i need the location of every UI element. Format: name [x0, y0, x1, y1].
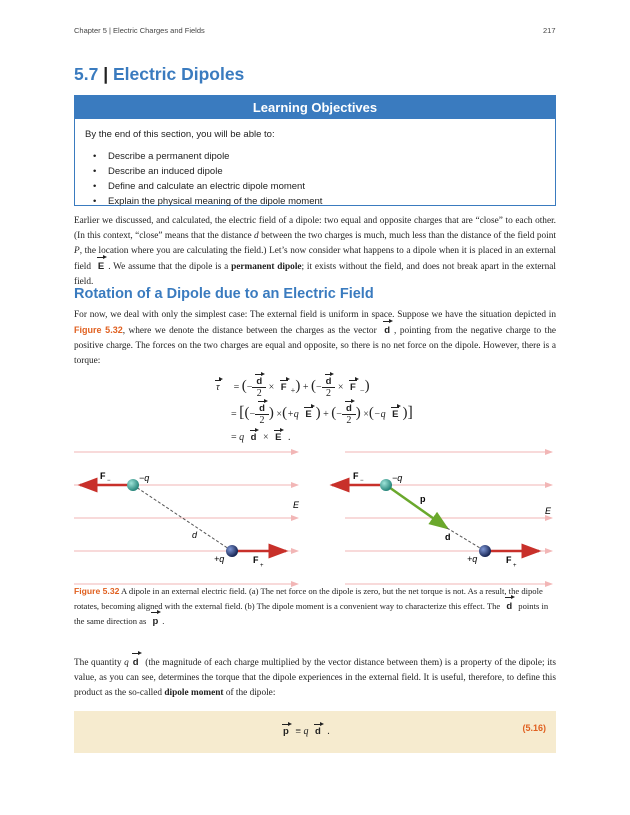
- section-title: Electric Dipoles: [112, 64, 245, 84]
- eq-sym: 2: [252, 387, 266, 399]
- vector-d: d: [252, 376, 266, 387]
- vector-d: d: [247, 432, 261, 443]
- vector-d: d: [342, 403, 356, 414]
- eq-sym: ×: [262, 432, 269, 443]
- figure-caption: [74, 584, 556, 629]
- positive-charge-b: [479, 545, 491, 557]
- text-run: , the location where you are calculating the field.) Let’s now consider what happens to a dipole when it is placed in an external field: [74, 246, 556, 272]
- text-run: (the magnitude of each charge multiplied by the vector distance between them) is a property of the dipole; its value, as you can see, determines the torque that the dipole experiences in the external field. It is useful, therefore, to define this product as the so-called: [74, 658, 556, 698]
- dipole-moment-equation: [279, 726, 330, 737]
- text-run: , where we denote the distance between the charges as the vector: [122, 326, 381, 336]
- label-minus-q-b: −q: [392, 473, 403, 483]
- label-sub: −: [107, 478, 111, 484]
- vector-d: d: [322, 376, 336, 387]
- objective-item: • Explain the physical meaning of the dipole moment: [93, 194, 322, 209]
- equation-box-5-16: [74, 711, 556, 753]
- eq-sym: q: [303, 726, 309, 737]
- text-run: ; it exists without the field, and does not break apart in the external field.: [74, 262, 556, 287]
- text-run: q: [124, 658, 129, 668]
- eq-sym: −: [359, 385, 365, 395]
- term-dipole-moment: dipole moment: [164, 688, 224, 698]
- eq-sym: ≡: [295, 726, 301, 737]
- eq-sym: =: [231, 432, 237, 443]
- eq-sym: 2: [255, 414, 269, 426]
- eq-sym: −q: [373, 408, 386, 420]
- text-run: , pointing from the negative charge to the positive charge. The forces on the two charges are equal and opposite, so there is no net force on the dipole. However, there is a torque:: [74, 326, 557, 366]
- learning-objectives-intro: By the end of this section, you will be able to:: [85, 129, 275, 140]
- text-run: between the two charges is much, much less than the distance of the field point: [258, 231, 556, 241]
- label-plus-q-b: +q: [467, 554, 478, 564]
- eq-sym: ×: [337, 381, 344, 393]
- equation-line-1: τ = (− $\frac{d}{2}$ × F $_+$) + (− $\frac{d}{2}$ × F $_-$): [212, 376, 370, 399]
- vector-F-minus: F: [346, 382, 360, 393]
- eq-sym: =: [231, 408, 237, 420]
- text-run: For now, we deal with only the simplest case: The external field is uniform in space. Suppose we have the situation depicted in: [74, 310, 556, 320]
- objective-item: • Describe a permanent dipole: [93, 149, 322, 164]
- section-separator: |: [103, 64, 109, 84]
- dipole-separation-dashed-b: [447, 528, 485, 551]
- objective-item: • Describe an induced dipole: [93, 164, 322, 179]
- vector-E: E: [271, 432, 285, 443]
- eq-sym: −: [336, 408, 342, 420]
- vector-p: p: [148, 614, 162, 629]
- eq-sym: .: [287, 432, 291, 443]
- label-sub: +: [513, 563, 517, 569]
- eq-sym: 2: [322, 387, 336, 399]
- label-sub: +: [260, 563, 264, 569]
- text-run: d: [254, 231, 259, 241]
- vector-d: d: [129, 655, 143, 670]
- label-d-a: d: [192, 530, 198, 540]
- text-run: points in the same direction as: [74, 601, 549, 626]
- label-F-minus-b: F: [353, 471, 359, 481]
- label-E-b: E: [545, 506, 552, 516]
- eq-sym: ×: [276, 408, 283, 420]
- eq-sym: −: [315, 381, 322, 393]
- vector-tau: τ: [212, 382, 224, 393]
- field-lines-b: [345, 452, 552, 584]
- eq-sym: +: [290, 385, 296, 395]
- vector-d: d: [502, 599, 516, 614]
- equation-number: (5.16): [522, 723, 546, 733]
- quantity-paragraph: [74, 655, 556, 701]
- vector-F-plus: F: [277, 382, 291, 393]
- running-header-chapter: Chapter 5 | Electric Charges and Fields: [74, 26, 205, 35]
- label-minus-q-a: −q: [139, 473, 150, 483]
- field-lines-a: [74, 452, 298, 584]
- term-permanent-dipole: permanent dipole: [231, 262, 302, 272]
- text-run: . We assume that the dipole is a: [108, 262, 232, 272]
- eq-sym: q: [239, 432, 245, 443]
- text-run: .: [162, 616, 165, 626]
- dipole-moment-arrow-b: [386, 485, 447, 528]
- label-sub: −: [360, 478, 364, 484]
- text-run: P: [74, 246, 80, 256]
- eq-sym: ×: [268, 381, 275, 393]
- vector-E: E: [94, 259, 108, 274]
- text-run: Earlier we discussed, and calculated, the electric field of a dipole: two equal and opposite charges that are “close” to each other. (In this context, “close” means that the distance: [74, 216, 556, 241]
- positive-charge-a: [226, 545, 238, 557]
- label-d-b: d: [445, 532, 451, 542]
- objective-item: • Define and calculate an electric dipole moment: [93, 179, 322, 194]
- vector-E: E: [388, 409, 402, 420]
- caption-label: Figure 5.32: [74, 586, 120, 596]
- label-p-b: p: [420, 494, 426, 504]
- label-plus-q-a: +q: [214, 554, 225, 564]
- vector-d: d: [380, 323, 394, 338]
- page-number: 217: [543, 26, 556, 35]
- eq-sym: −: [246, 381, 253, 393]
- text-run: A dipole in an external electric field. (a) The net force on the dipole is zero, but the net torque is not. As a result, the dipole rotates, becoming aligned with the external field. (b) The dipole moment is a convenient way to characterize this effect. The: [74, 586, 543, 611]
- vector-p: p: [279, 726, 293, 737]
- vector-d: d: [255, 403, 269, 414]
- vector-E: E: [301, 409, 315, 420]
- label-E-a: E: [293, 500, 300, 510]
- text-run: of the dipole:: [223, 688, 276, 698]
- figure-reference-link[interactable]: Figure 5.32: [74, 325, 123, 335]
- learning-objectives-title: Learning Objectives: [75, 96, 555, 119]
- subsection-heading: Rotation of a Dipole due to an Electric Field: [74, 286, 374, 302]
- eq-sym: .: [327, 726, 330, 737]
- eq-sym: =: [233, 381, 240, 393]
- eq-sym: ×: [363, 408, 369, 420]
- text-run: The quantity: [74, 658, 125, 668]
- vector-d: d: [311, 726, 325, 737]
- negative-charge-b: [380, 479, 392, 491]
- eq-sym: 2: [342, 414, 356, 426]
- negative-charge-a: [127, 479, 139, 491]
- section-number: 5.7: [74, 64, 99, 84]
- eq-sym: −: [249, 408, 256, 420]
- label-F-plus-b: F: [506, 555, 512, 565]
- eq-sym: +q: [287, 408, 299, 420]
- label-F-plus-a: F: [253, 555, 259, 565]
- label-F-minus-a: F: [100, 471, 106, 481]
- equation-line-2: = [(− $\frac{d}{2}$ ) ×(+q E ) + (− $\frac{d}{2}$ ) ×(−q E )]: [231, 403, 413, 426]
